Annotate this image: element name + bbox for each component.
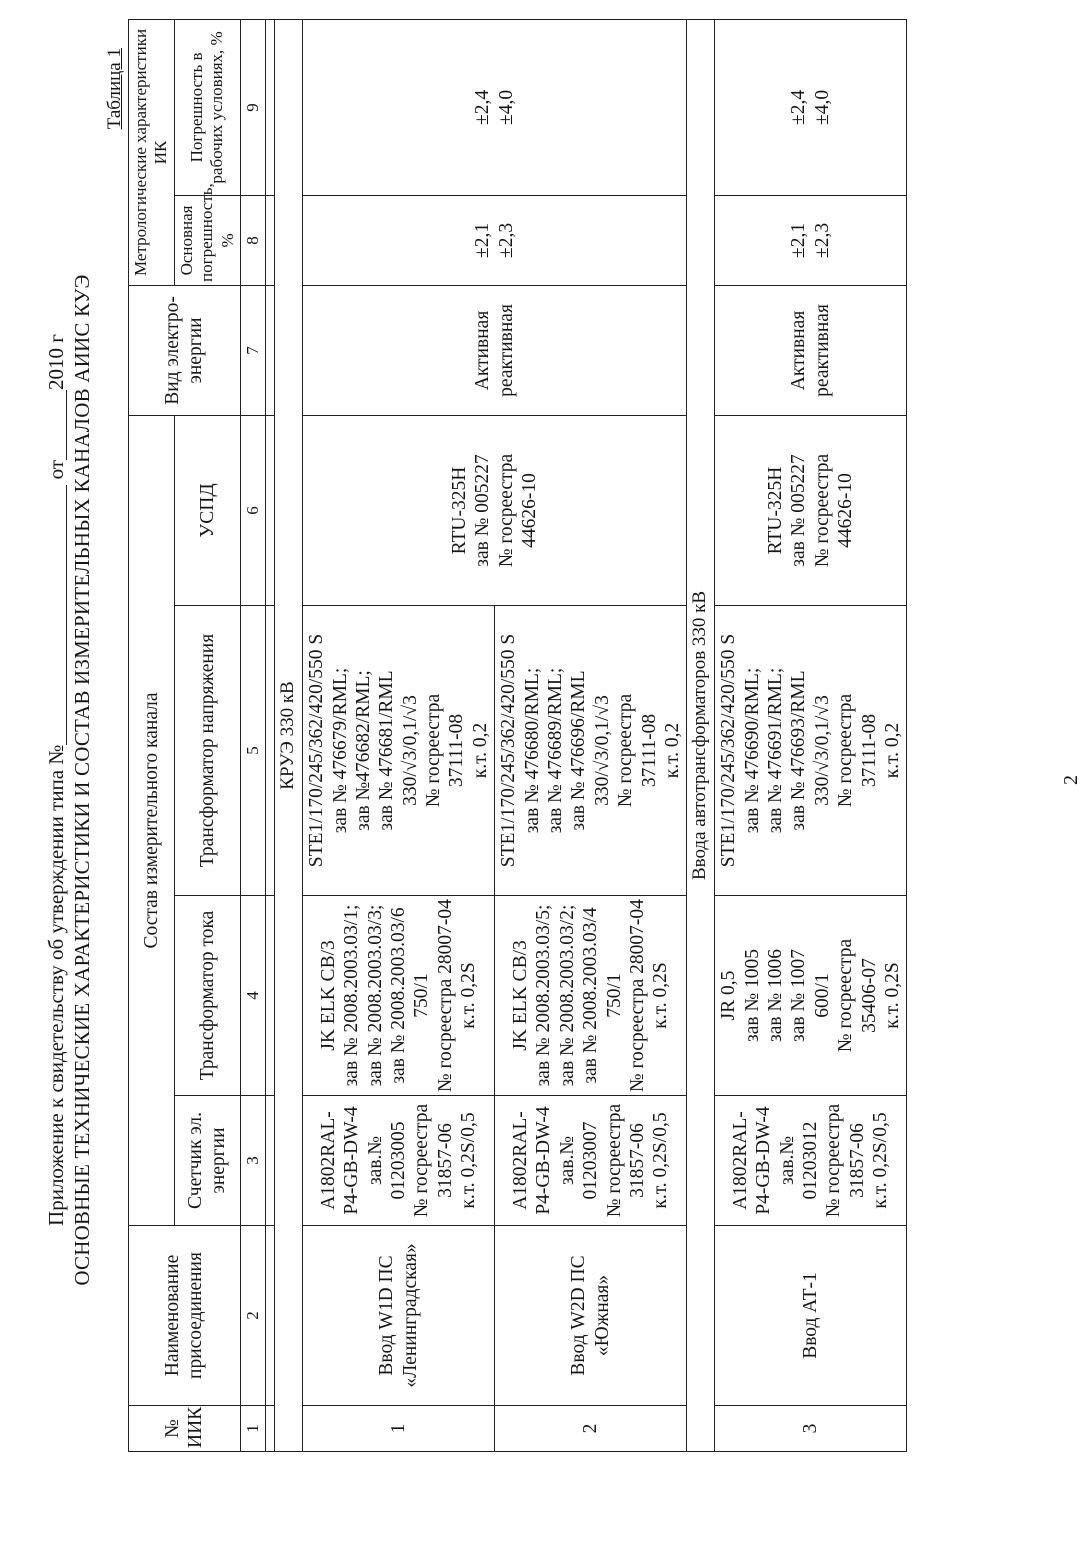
col-vt-header: Трансформатор напряжения (174, 606, 240, 896)
row-name: Ввод W1D ПС «Ленинградская» (303, 1226, 495, 1406)
characteristics-table (128, 19, 907, 1452)
appendix-prefix: Приложение к свидетельству об утверждении типа № (44, 744, 68, 1226)
vt-cell: STE1/170/245/362/420/550 S зав № 476690/RML; зав № 476691/RML; зав № 476693/RML 330/√3/0,1/√3 № госреестра 37111-08 к.т. 0,2 (715, 606, 907, 896)
document-title: ОСНОВНЫЕ ТЕХНИЧЕСКИЕ ХАРАКТЕРИСТИКИ И СОСТАВ ИЗМЕРИТЕЛЬНЫХ КАНАЛОВ АИИС КУЭ (70, 274, 94, 1286)
energy-cell: Активная реактивная (715, 285, 907, 415)
col-name-header: Наименование присоединения (129, 1226, 241, 1406)
column-index-row (240, 19, 265, 1451)
work-err-cell: ±2,4 ±4,0 (715, 19, 907, 195)
col-num-header: № ИИК (129, 1406, 241, 1452)
meter-cell: A1802RAL- P4-GB-DW-4 зав.№ 01203007 № госреестра 31857-06 к.т. 0,2S/0,5 (495, 1096, 687, 1226)
col-index: 9 (240, 19, 265, 195)
ct-cell: JK ELK CB/3 зав № 2008.2003.03/1; зав № 2008.2003.03/3; зав № 2008.2003.03/6 750/1 № госреестра 28007-04 к.т. 0,2S (303, 896, 495, 1096)
row-name: Ввод W2D ПС «Южная» (495, 1226, 687, 1406)
meter-cell: A1802RAL- P4-GB-DW-4 зав.№ 01203012 № госреестра 31857-06 к.т. 0,2S/0,5 (715, 1096, 907, 1226)
col-work-err-header: Погрешность в рабочих условиях, % (174, 19, 240, 195)
separator-row (266, 19, 275, 1451)
basic-err-cell: ±2,1 ±2,3 (303, 195, 687, 285)
col-metro-header: Метрологические характеристики ИК (129, 19, 175, 285)
header-row-1 (129, 19, 175, 1451)
appendix-year: 2010 г (44, 334, 68, 390)
row-num: 2 (495, 1406, 687, 1452)
col-index: 2 (240, 1226, 265, 1406)
col-index: 3 (240, 1096, 265, 1226)
blank-field-date (48, 390, 67, 460)
col-index: 8 (240, 195, 265, 285)
row-name: Ввод АТ-1 (715, 1226, 907, 1406)
energy-cell: Активная реактивная (303, 285, 687, 415)
section-row-at (687, 19, 715, 1451)
page-number: 2 (1060, 775, 1082, 785)
section-title: КРУЭ 330 кВ (275, 19, 303, 1451)
row-num: 1 (303, 1406, 495, 1452)
table-label: Таблица 1 (104, 48, 125, 130)
ct-cell: JR 0,5 зав № 1005 зав № 1006 зав № 1007 600/1 № госреестра 35406-07 к.т. 0,2S (715, 896, 907, 1096)
section-title: Ввода автотрансформаторов 330 кВ (687, 19, 715, 1451)
col-basic-err-header: Основная погрешность, % (174, 195, 240, 285)
col-composition-header: Состав измерительного канала (129, 415, 175, 1225)
appendix-from: от (44, 459, 68, 480)
col-index: 7 (240, 285, 265, 415)
col-index: 1 (240, 1406, 265, 1452)
vt-cell: STE1/170/245/362/420/550 S зав № 476680/RML; зав № 476689/RML; зав № 476696/RML 330/√3/0,1/√3 № госреестра 37111-08 к.т. 0,2 (495, 606, 687, 896)
col-meter-header: Счетчик эл. энергии (174, 1096, 240, 1226)
col-uspd-header: УСПД (174, 415, 240, 605)
col-index: 5 (240, 606, 265, 896)
uspd-cell: RTU-325H зав № 005227 № госреестра 44626-10 (303, 415, 687, 605)
col-index: 4 (240, 896, 265, 1096)
uspd-cell: RTU-325H зав № 005227 № госреестра 44626-10 (715, 415, 907, 605)
ct-cell: JK ELK CB/3 зав № 2008.2003.03/5; зав № 2008.2003.03/2; зав № 2008.2003.03/4 750/1 № госреестра 28007-04 к.т. 0,2S (495, 896, 687, 1096)
work-err-cell: ±2,4 ±4,0 (303, 19, 687, 195)
table-row (715, 19, 907, 1451)
section-row-kru (275, 19, 303, 1451)
vt-cell: STE1/170/245/362/420/550 S зав № 476679/RML; зав №476682/RML; зав № 476681/RML 330/√3/0,1/√3 № госреестра 37111-08 к.т. 0,2 (303, 606, 495, 896)
col-energy-header: Вид электро-энергии (129, 285, 241, 415)
col-index: 6 (240, 415, 265, 605)
row-num: 3 (715, 1406, 907, 1452)
table-row (303, 19, 495, 1451)
appendix-line (46, 0, 67, 1560)
col-ct-header: Трансформатор тока (174, 896, 240, 1096)
meter-cell: A1802RAL- P4-GB-DW-4 зав.№ 01203005 № госреестра 31857-06 к.т. 0,2S/0,5 (303, 1096, 495, 1226)
blank-field-number (48, 485, 67, 745)
basic-err-cell: ±2,1 ±2,3 (715, 195, 907, 285)
